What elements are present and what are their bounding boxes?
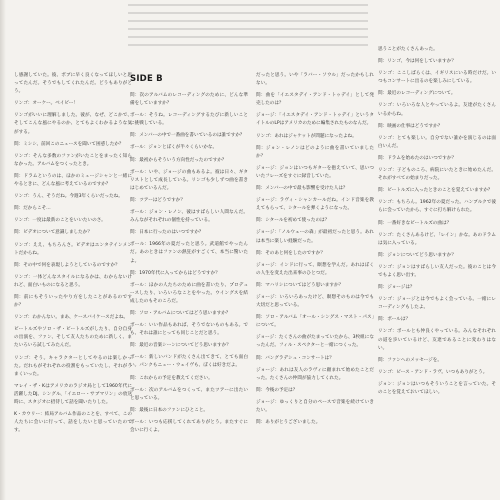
interview-paragraph: 問：リンゴ、今は何をしていますか？ <box>378 59 456 65</box>
interview-paragraph: 思うことがたくさんあった。 <box>378 47 438 52</box>
interview-paragraph: ポール：次のアルバムをつくって、またツアーに出たいと思っている。 <box>130 387 248 401</box>
interview-paragraph: 問：ミシシ、前回このニュースを聞いて困惑したか？ <box>14 141 124 147</box>
interview-paragraph: 問：マハリシについてはどう思いますか？ <box>256 282 344 288</box>
interview-paragraph: ジョージ：ジョンはいつもギターを抱えていて、思いついたフレーズをすぐに録音していた。 <box>256 165 374 179</box>
interview-paragraph: リンゴ：とても楽しい。自分でない誰かを演じるのは面白いんだ。 <box>378 135 496 149</box>
interview-paragraph: ジョージ：ラヴィ・シャンカールだね。インド音楽を教えてもらって、シタールを弾くようになった。 <box>256 198 374 212</box>
interview-paragraph: リンゴ：わかんない。まあ、ケースバイケースだよね。 <box>14 315 129 321</box>
interview-paragraph: ジョージ：たくさんの曲がたまっていたから、3枚組になったんだ。フィル・スペクターと一緒につくった。 <box>256 335 374 349</box>
interview-paragraph: リンゴ：たくさんあるけど、「レイン」かな。あのドラムは気に入っている。 <box>378 232 496 246</box>
interview-paragraph: 問：今後の予定は？ <box>256 387 298 393</box>
interview-paragraph: 問：ジョージは？ <box>378 285 415 291</box>
interview-paragraph: ポール：いつも応援してくれてありがとう。またすぐに会いに行くよ。 <box>130 419 248 433</box>
interview-column-2 <box>130 92 248 439</box>
interview-paragraph: 問：これからの予定を教えてください。 <box>130 375 213 381</box>
interview-paragraph: リンゴ：うん、そうだね。今週3年くらいだったね。 <box>14 194 123 200</box>
interview-paragraph: リンゴ：いろいろな人とやっているよ。友達がたくさんいるからね。 <box>378 103 496 117</box>
interview-paragraph: ポール：ジョン・レノン、彼はすばらしい人間なんだ。みんながそれぞれの個性を持っている。 <box>130 210 248 224</box>
interview-paragraph: ポール：ほかの人たちのために曲を書いたり、プロデュースしたり、いろいろなことをやった。ウイングスを結成したのもそのころだ。 <box>130 282 248 304</box>
interview-column-1 <box>14 72 132 439</box>
interview-paragraph: 問：最近のレコーディングについて。 <box>378 91 456 97</box>
interview-paragraph: 問：ファンへのメッセージを。 <box>378 357 442 363</box>
interview-paragraph: リンゴ：そんな多数のファンがいたことをまったく知らなかった。アルバムをつくったとき。 <box>14 153 132 167</box>
interview-paragraph: リンゴがいいに理解しました。彼が、なぜ、どこかで、そしてこんな風にやるのか、とてもよくわかるような気がする。 <box>14 113 132 135</box>
interview-paragraph: リンゴ：ポールとも仲良くやっている。みんなそれぞれの道を歩いているけど、友達であることに変わりはない。 <box>378 329 496 351</box>
interview-paragraph: リンゴ：ピース・アンド・ラヴ。いつもありがとう。 <box>378 369 488 375</box>
interview-paragraph: 問：最後に日本のファンにひとこと。 <box>130 407 209 413</box>
interview-paragraph: 問：バングラデシュ・コンサートは？ <box>256 355 334 361</box>
interview-paragraph: ポール：1966年の夏だったと思う。武道館でやったんだ。あのときはファンの熱狂がすごくて、本当に驚いたよ。 <box>130 242 248 264</box>
scan-edge-shadow <box>0 0 6 500</box>
interview-paragraph: 問：前にもそういったやり方をしたことがあるのですか？ <box>14 294 132 309</box>
interview-paragraph: ビートルズやソロ・ザ・ビートルズがしたり、自分自身の出演を、ファン、そして友人たちのために新しく、またいろいろ試してみたんだ。 <box>14 327 132 349</box>
interview-paragraph: 問：メンバーの中で一番曲を書いているのは誰ですか？ <box>130 133 245 139</box>
interview-paragraph: 問：ビートルズに入ったときのことを覚えていますか？ <box>378 188 493 194</box>
interview-paragraph: 問：一番好きなビートルズの曲は？ <box>378 220 452 226</box>
interview-paragraph: 問：曲を「イエスタデイ・アンド・トゥデイ」として発売したのは？ <box>256 93 374 107</box>
interview-paragraph: 問：ツアーはどうですか？ <box>130 197 185 203</box>
interview-paragraph: ジョージ：「ノルウェーの森」が最初だったと思う。あれは本当に楽しい経験だった。 <box>256 230 374 244</box>
interview-paragraph: ポール：いや、ジョージの曲もあるよ。彼は日々、ギタリストとして成長している。リンゴも少しずつ曲を書きはじめているんだ。 <box>130 169 248 191</box>
interview-paragraph: ジョージ：インドに行って、瞑想を学んだ。あれはぼくの人生を変えた出来事のひとつだ。 <box>256 262 374 276</box>
interview-paragraph: リンゴ：オーケー。ベイビー！ <box>14 101 78 107</box>
interview-paragraph: 問：ありがとうございました。 <box>256 420 321 426</box>
interview-paragraph: 問：だからこそ… <box>14 206 51 212</box>
interview-paragraph: K・カウリー：結局アルバム作品のことを、すべて、この人たちに会いに行って、話をしたいと思っていたのです。 <box>14 412 132 434</box>
interview-paragraph: リンゴ：ジョンはすばらしい友人だった。彼のことは今でもよく思い出す。 <box>378 264 496 278</box>
interview-paragraph: リンゴ：ジョージとは今でもよく会っている。一緒にレコーディングもしたよ。 <box>378 297 496 311</box>
interview-paragraph: 問：ソロ・アルバムについてはどう思いますか？ <box>130 310 231 316</box>
interview-paragraph: だったと思う。いや「ラバー・ソウル」だったかもしれない。 <box>256 73 374 87</box>
interview-paragraph: リンゴ：あれはジャケットが問題になったよね。 <box>256 133 357 139</box>
interview-paragraph: ジョージ：「イエスタデイ・アンド・トゥデイ」というタイトルのLPはアメリカのために編集されたものなんだ。 <box>256 113 374 127</box>
interview-paragraph: 問：メンバーの中で最も影響を受けた人は？ <box>256 186 348 192</box>
interview-paragraph: ポール：そうね。レコーディングするたびに新しいことに挑戦している。 <box>130 113 248 127</box>
interview-paragraph: 問：ジョン・レノンはどのように曲を書いていましたか？ <box>256 145 374 159</box>
interview-paragraph: 問：最近の音楽シーンについてどう思いますか？ <box>130 343 231 349</box>
interview-paragraph: 問：ドラムを始めたのはいつですか？ <box>378 155 457 161</box>
interview-paragraph: ジョージ：ゆっくりと自分のペースで音楽を続けていきたい。 <box>256 399 374 413</box>
interview-paragraph: マレイ・ザ・Kはアメリカのラジオ局として1960年代に活躍したDJ。シングル、「イエロー・サブマリン」の放送時に、スタジオに招待して話を聞いたりした。 <box>14 383 132 405</box>
interview-paragraph: 問：映画の仕事はどうですか？ <box>378 123 443 129</box>
interview-paragraph: リンゴ：ええ、もちろんさ。ビデオはエンタテインメントだからね。 <box>14 242 132 256</box>
interview-paragraph: リンゴ：子どものころ、病院にいたときに始めたんだ。それがすべての始まりだった。 <box>378 168 496 182</box>
interview-paragraph: 問：ポールは？ <box>378 317 411 323</box>
interview-paragraph: 問：ビデオについて意識しましたか？ <box>14 230 92 236</box>
interview-paragraph: 問：1970年代に入ってからはどうですか？ <box>130 270 220 276</box>
interview-paragraph: 問：最初からそういう方向性だったのですか？ <box>130 157 227 163</box>
interview-paragraph: し感謝していた。彼、ボブに早く良くなってほしいと思ってたんだ。そうでもしてくれたんだ。どうもありがとう。 <box>14 73 132 95</box>
interview-paragraph: ポール：いい作品もあれば、そうでないものもある。でも、それは誰にとっても同じことだと思う。 <box>130 323 248 337</box>
interview-paragraph: ジョージ：いろいろあったけど、瞑想そのものは今でも大切だと思っている。 <box>256 294 374 309</box>
interview-paragraph: 問：次のアルバムのレコーディングのために、どんな準備をしていますか？ <box>130 93 248 107</box>
interview-paragraph: リンゴ：そう。キャラクターとしてやるのは楽しかった。だれもがそれぞれの役割をもっていたし、それがうまくいった。 <box>14 355 132 377</box>
interview-paragraph: リンゴ：もちろん。1962年の夏だった。ハンブルクで彼らに会っていたから、すぐに打ち解けられた。 <box>378 200 496 214</box>
interview-paragraph: 問：シタールを初めて使ったのは？ <box>256 218 330 224</box>
interview-paragraph: ジョン：ジョンはいつもそういうことを言っていた。そのことを覚えておいてほしい。 <box>378 381 496 395</box>
interview-paragraph: 問：日本に行ったのはいつですか？ <box>130 230 204 236</box>
interview-paragraph: 問：ジョンについてどう思いますか？ <box>378 252 456 258</box>
interview-column-3 <box>256 72 374 431</box>
interview-paragraph: 問：ソロ・アルバム「オール・シングス・マスト・パス」について。 <box>256 315 374 329</box>
interview-paragraph: リンゴ：ここしばらくは、イギリスにいる時だけだ。いつもコンサートに出るのを楽しみにしている。 <box>378 71 496 85</box>
interview-paragraph: ジョージ：あれは友人のラヴィに頼まれて始めたことだった。たくさんの仲間が協力してくれた。 <box>256 367 374 381</box>
interview-paragraph: 問：そのあと何をしたのですか？ <box>256 250 325 256</box>
interview-column-4 <box>378 46 496 401</box>
interview-paragraph: リンゴ：一度は最新のことをいいたいのさ。 <box>14 218 106 224</box>
interview-paragraph: 問：ドラムというのは、ほかのミュージシャンと一緒にやるときに、どんな風に考えているのですか？ <box>14 173 132 188</box>
section-heading-side-b: SIDE B <box>130 74 163 84</box>
interview-paragraph: 問：その中で何を表現しようとしているのですか？ <box>14 262 120 268</box>
interview-paragraph: ポール：新しいバンドがたくさん出てきて、とても面白い。パンクもニュー・ウェイヴも、ぼくは好きだよ。 <box>130 355 248 369</box>
interview-paragraph: ポール：ジョンとぼくが半々くらいかな。 <box>130 145 218 151</box>
interview-paragraph: リンゴ：一体どんなスタイルになるかは、わからないけれど、面白いものになると思う。 <box>14 274 132 288</box>
show-through-text <box>128 0 368 70</box>
